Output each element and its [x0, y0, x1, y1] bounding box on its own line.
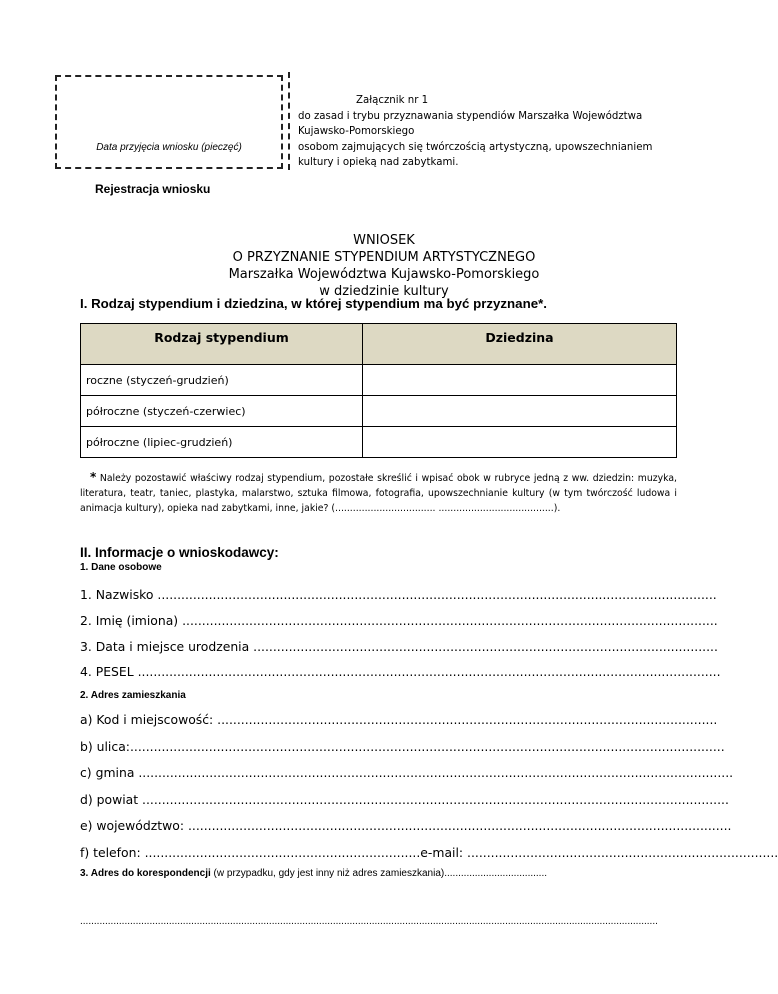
table-header-row: [81, 324, 677, 365]
annex-line: do zasad i trybu przyznawania stypendiów Marszałka Województwa: [298, 110, 643, 122]
header-type: Rodzaj stypendium: [81, 324, 363, 365]
district-field[interactable]: d) powiat .....................................................................................................................................................: [80, 792, 729, 807]
correspondence-note: (w przypadku, gdy jest inny niż adres zamieszkania).....................................: [210, 868, 548, 879]
type-cell: roczne (styczeń-grudzień): [81, 365, 363, 396]
heading-line-1: WNIOSEK: [353, 233, 415, 248]
postcode-city-field[interactable]: a) Kod i miejscowość: ...............................................................................................................................: [80, 712, 718, 727]
annex-title: Załącznik nr 1: [356, 95, 429, 106]
heading-line-4: w dziedzinie kultury: [319, 284, 449, 299]
footnote-star: *: [90, 470, 97, 484]
street-field[interactable]: b) ulica:.......................................................................................................................................................: [80, 739, 725, 754]
table-row: [81, 427, 677, 458]
annex-line: osobom zajmujących się twórczością artystyczną, upowszechnianiem: [298, 141, 653, 153]
table-row: [81, 365, 677, 396]
annex-line: Kujawsko-Pomorskiego: [298, 126, 415, 137]
field-cell[interactable]: [363, 396, 677, 427]
voivodeship-field[interactable]: e) województwo: ..........................................................................................................................................: [80, 818, 732, 833]
surname-field[interactable]: 1. Nazwisko ..............................................................................................................................................: [80, 587, 717, 602]
pesel-field[interactable]: 4. PESEL ....................................................................................................................................................: [80, 664, 721, 679]
section-one-title: I. Rodzaj stypendium i dziedzina, w której stypendium ma być przyznane*.: [80, 296, 547, 311]
scholarship-type-table: [80, 323, 677, 458]
phone-email-field[interactable]: f) telefon: ......................................................................e-mail: ...............................................................................: [80, 845, 778, 860]
reception-stamp-box: [55, 75, 283, 169]
annex-note: [298, 93, 698, 171]
section-two-title: II. Informacje o wnioskodawcy:: [80, 545, 279, 560]
field-cell[interactable]: [363, 427, 677, 458]
correspondence-heading: [80, 868, 547, 879]
correspondence-address-field[interactable]: ................................................................................................................................................................................................................: [80, 916, 658, 927]
annex-line: kultury i opieką nad zabytkami.: [298, 157, 459, 168]
address-heading: 2. Adres zamieszkania: [80, 690, 186, 701]
table-row: [81, 396, 677, 427]
registration-label: Rejestracja wniosku: [95, 182, 211, 196]
heading-line-2: O PRZYZNANIE STYPENDIUM ARTYSTYCZNEGO: [232, 250, 536, 265]
footnote: [80, 470, 677, 516]
correspondence-title: 3. Adres do korespondencji: [80, 868, 211, 879]
stamp-label: Data przyjęcia wniosku (pieczęć): [96, 142, 242, 153]
type-cell: półroczne (styczeń-czerwiec): [81, 396, 363, 427]
footnote-text: Należy pozostawić właściwy rodzaj stypendium, pozostałe skreślić i wpisać obok w rubryce jedną z ww. dziedzin: muzyka, literatura, teatr, taniec, plastyka, malarstwo, sztuka filmowa, fotografia, upowszechnianie kultury (w tym twórczość ludowa i animacja kultury), opieka nad zabytkami, inne, jakie? (.................................. .......................................).: [80, 473, 677, 514]
heading-line-3: Marszałka Województwa Kujawsko-Pomorskiego: [228, 267, 540, 282]
field-cell[interactable]: [363, 365, 677, 396]
type-cell: półroczne (lipiec-grudzień): [81, 427, 363, 458]
annex-divider: [288, 72, 290, 170]
birth-date-place-field[interactable]: 3. Data i miejsce urodzenia ......................................................................................................................: [80, 639, 718, 654]
commune-field[interactable]: c) gmina .......................................................................................................................................................: [80, 765, 734, 780]
first-names-field[interactable]: 2. Imię (imiona) ........................................................................................................................................: [80, 613, 718, 628]
personal-data-heading: 1. Dane osobowe: [80, 562, 162, 573]
form-heading: [0, 232, 768, 300]
header-field: Dziedzina: [363, 324, 677, 365]
